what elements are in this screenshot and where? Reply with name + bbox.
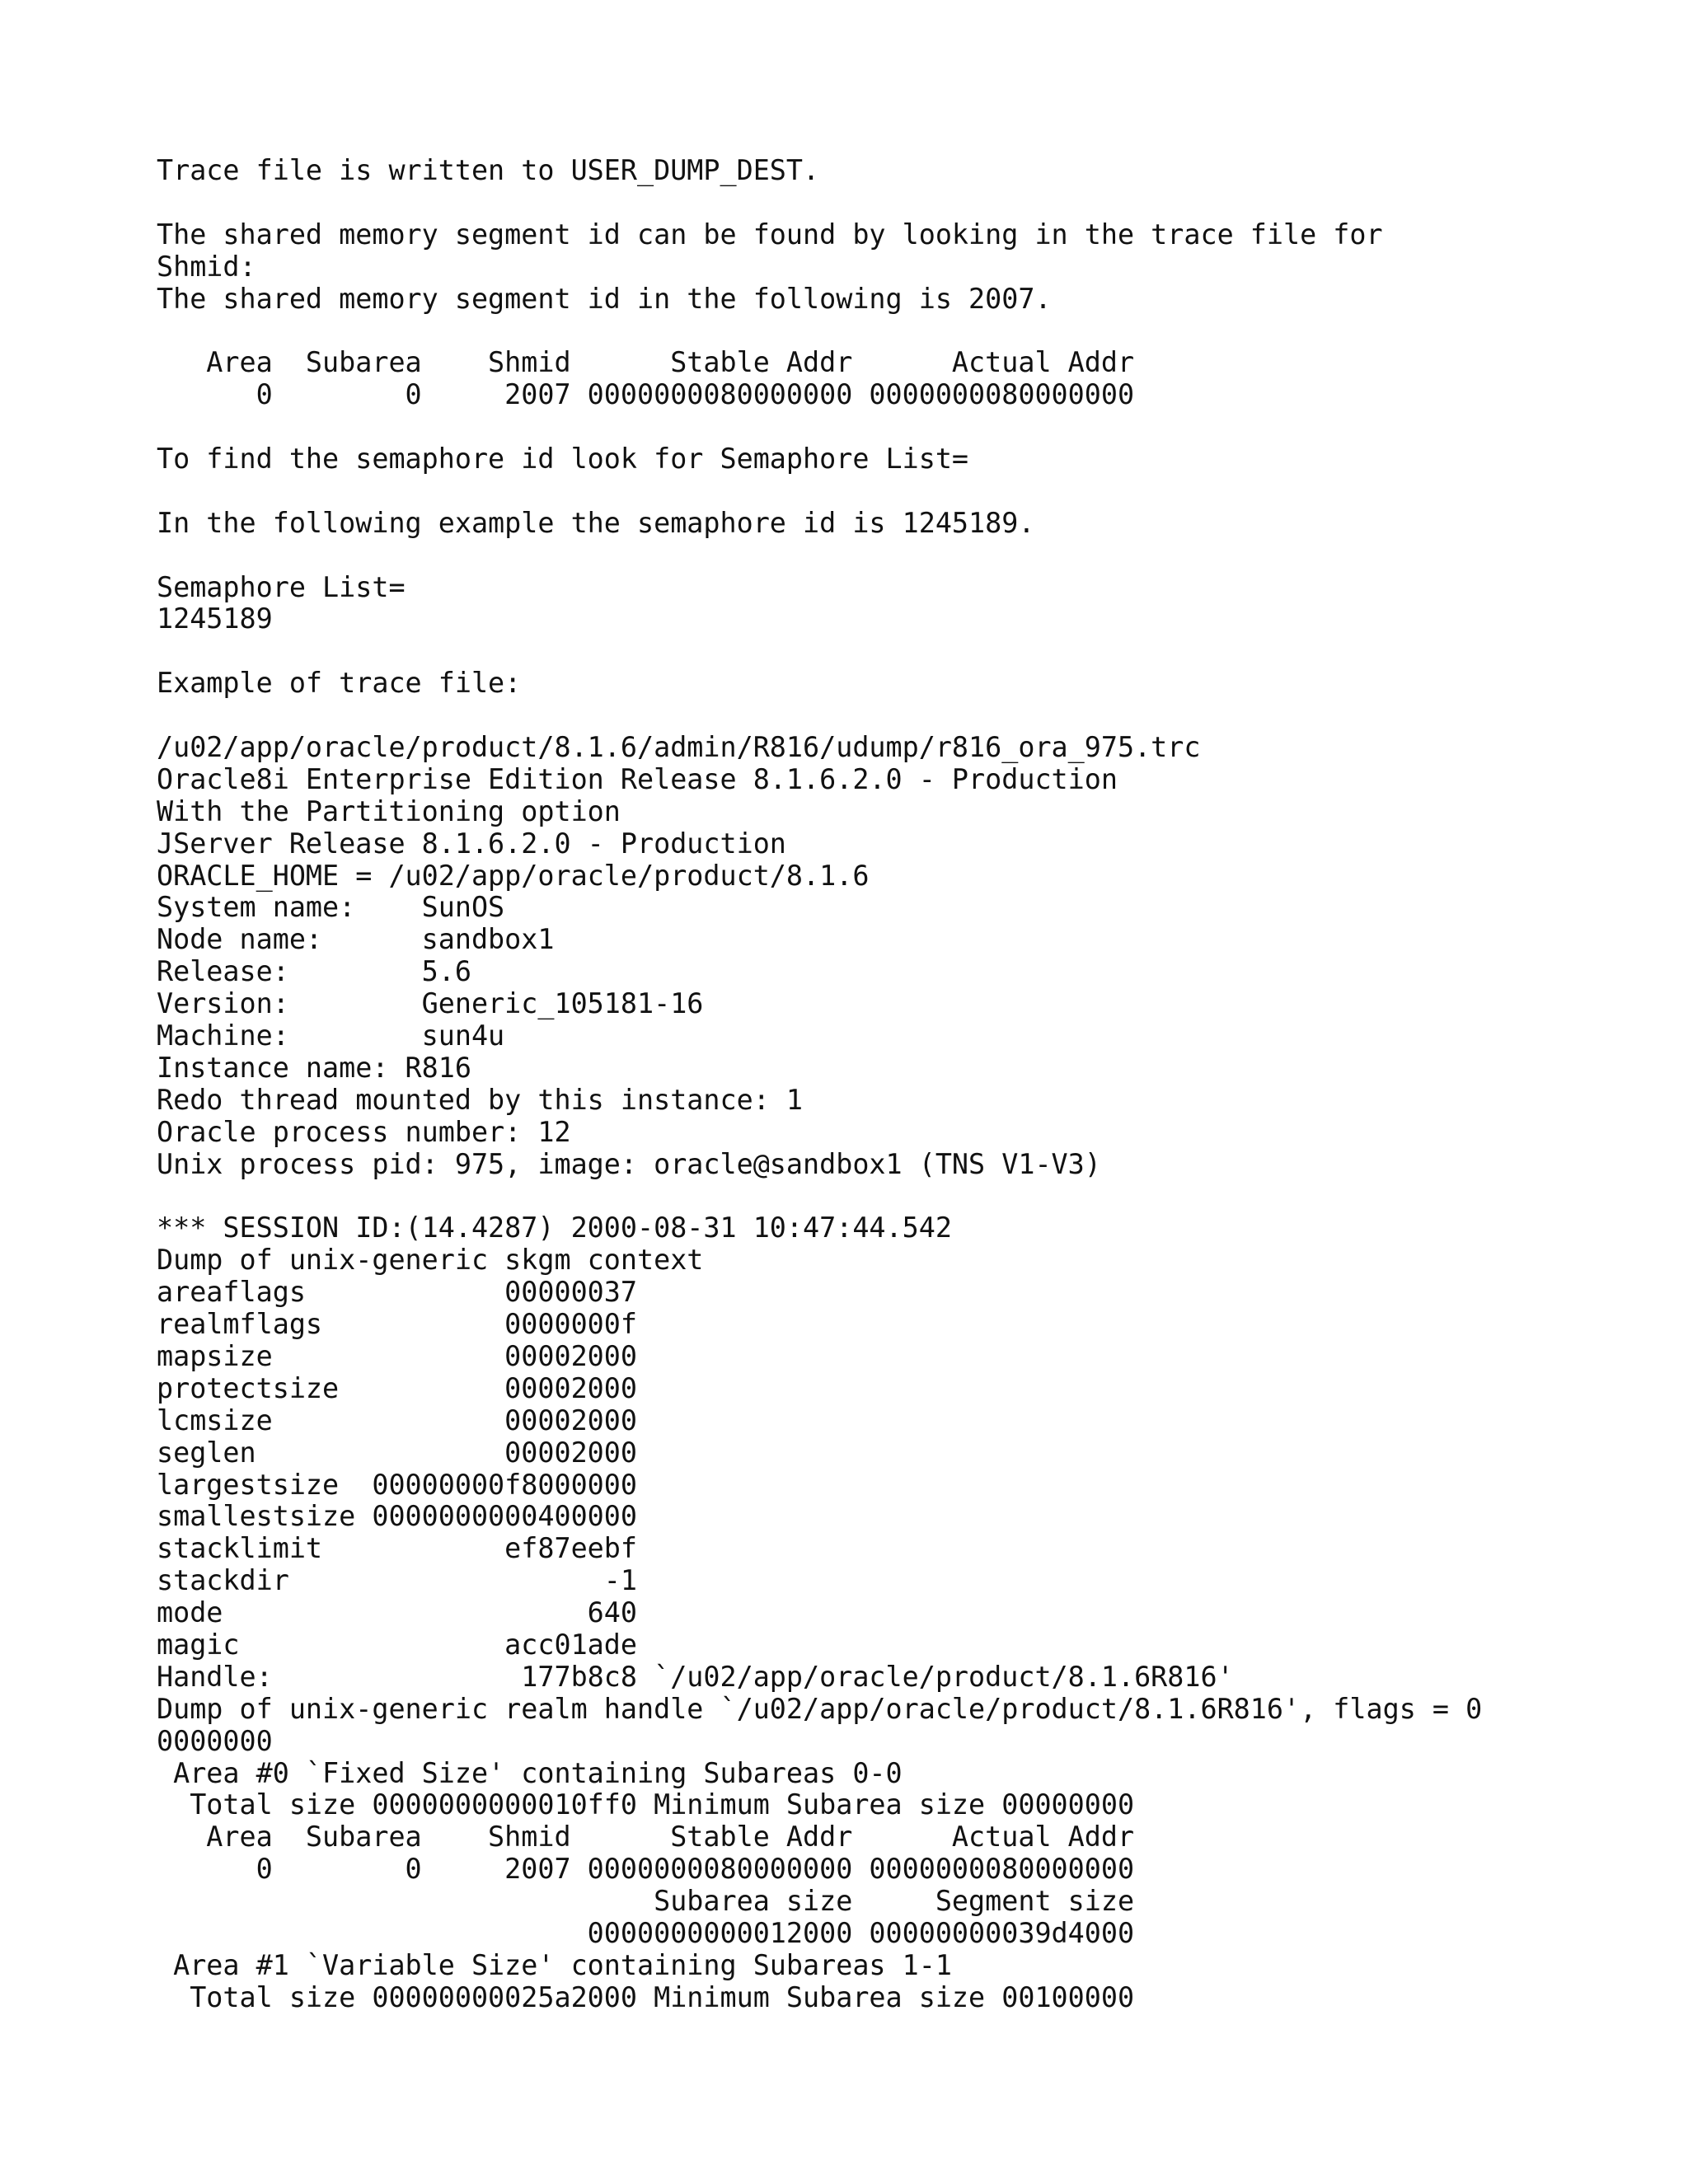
text-line: Example of trace file: xyxy=(157,667,522,700)
text-line: Subarea size Segment size xyxy=(157,1885,1135,1918)
text-line: 0000000000012000 00000000039d4000 xyxy=(157,1916,1135,1949)
text-line: To find the semaphore id look for Semaphore List= xyxy=(157,443,969,476)
text-line: largestsize 00000000f8000000 xyxy=(157,1468,637,1501)
text-line: lcmsize 00002000 xyxy=(157,1404,637,1436)
text-line: areaflags 00000037 xyxy=(157,1276,637,1309)
text-line: Machine: sun4u xyxy=(157,1019,505,1052)
text-line: Redo thread mounted by this instance: 1 xyxy=(157,1083,804,1116)
text-line: seglen 00002000 xyxy=(157,1436,637,1469)
text-line xyxy=(157,411,1482,443)
text-line: JServer Release 8.1.6.2.0 - Production xyxy=(157,827,786,860)
text-line: The shared memory segment id in the following is 2007. xyxy=(157,282,1052,315)
text-line xyxy=(157,187,1482,219)
text-line: Dump of unix-generic skgm context xyxy=(157,1244,704,1277)
text-line: stacklimit ef87eebf xyxy=(157,1532,637,1565)
text-line: *** SESSION ID:(14.4287) 2000-08-31 10:47:44.542 xyxy=(157,1212,952,1244)
text-line xyxy=(157,540,1482,572)
text-line: Node name: sandbox1 xyxy=(157,923,555,956)
text-line: Area Subarea Shmid Stable Addr Actual Addr xyxy=(157,1821,1135,1854)
text-line: /u02/app/oracle/product/8.1.6/admin/R816/udump/r816_ora_975.trc xyxy=(157,731,1201,764)
text-line: Trace file is written to USER_DUMP_DEST. xyxy=(157,154,820,186)
text-line: Area Subarea Shmid Stable Addr Actual Addr xyxy=(157,346,1135,379)
text-line: Area #1 `Variable Size' containing Subareas 1-1 xyxy=(157,1948,952,1981)
text-line: 0 0 2007 0000000080000000 0000000080000000 xyxy=(157,1853,1135,1886)
text-line: protectsize 00002000 xyxy=(157,1371,637,1404)
text-line: realmflags 0000000f xyxy=(157,1308,637,1341)
text-line: mode 640 xyxy=(157,1596,637,1629)
text-line: Instance name: R816 xyxy=(157,1051,471,1084)
text-line xyxy=(157,1181,1482,1213)
text-line: Dump of unix-generic realm handle `/u02/app/oracle/product/8.1.6R816', flags = 0 xyxy=(157,1692,1483,1725)
trace-document xyxy=(157,155,1482,2014)
text-line: 0 0 2007 0000000080000000 0000000080000000 xyxy=(157,378,1135,411)
text-line: In the following example the semaphore id is 1245189. xyxy=(157,506,1035,539)
text-line: Area #0 `Fixed Size' containing Subareas 0-0 xyxy=(157,1756,903,1789)
text-line: Handle: 177b8c8 `/u02/app/oracle/product/8.1.6R816' xyxy=(157,1660,1234,1693)
text-line: ORACLE_HOME = /u02/app/oracle/product/8.1.6 xyxy=(157,859,870,892)
text-line: Oracle8i Enterprise Edition Release 8.1.6.2.0 - Production xyxy=(157,762,1118,795)
text-line: System name: SunOS xyxy=(157,891,505,924)
text-line: stackdir -1 xyxy=(157,1564,637,1597)
text-line: mapsize 00002000 xyxy=(157,1339,637,1372)
text-line xyxy=(157,700,1482,732)
text-line xyxy=(157,315,1482,347)
text-line: Oracle process number: 12 xyxy=(157,1115,571,1148)
text-line: Total size 00000000025a2000 Minimum Subarea size 00100000 xyxy=(157,1980,1135,2013)
text-line: The shared memory segment id can be found by looking in the trace file for xyxy=(157,218,1383,251)
text-line: Version: Generic_105181-16 xyxy=(157,987,704,1020)
text-line: Release: 5.6 xyxy=(157,955,471,988)
text-line: 0000000 xyxy=(157,1724,273,1757)
text-line: Unix process pid: 975, image: oracle@sandbox1 (TNS V1-V3) xyxy=(157,1147,1101,1180)
text-line xyxy=(157,635,1482,668)
text-line: With the Partitioning option xyxy=(157,794,621,827)
text-line: smallestsize 0000000000400000 xyxy=(157,1500,637,1533)
text-line: magic acc01ade xyxy=(157,1628,637,1661)
text-line: Total size 0000000000010ff0 Minimum Subarea size 00000000 xyxy=(157,1788,1135,1821)
text-line xyxy=(157,476,1482,508)
text-line: 1245189 xyxy=(157,602,273,635)
text-line: Semaphore List= xyxy=(157,570,406,603)
text-line: Shmid: xyxy=(157,250,256,283)
